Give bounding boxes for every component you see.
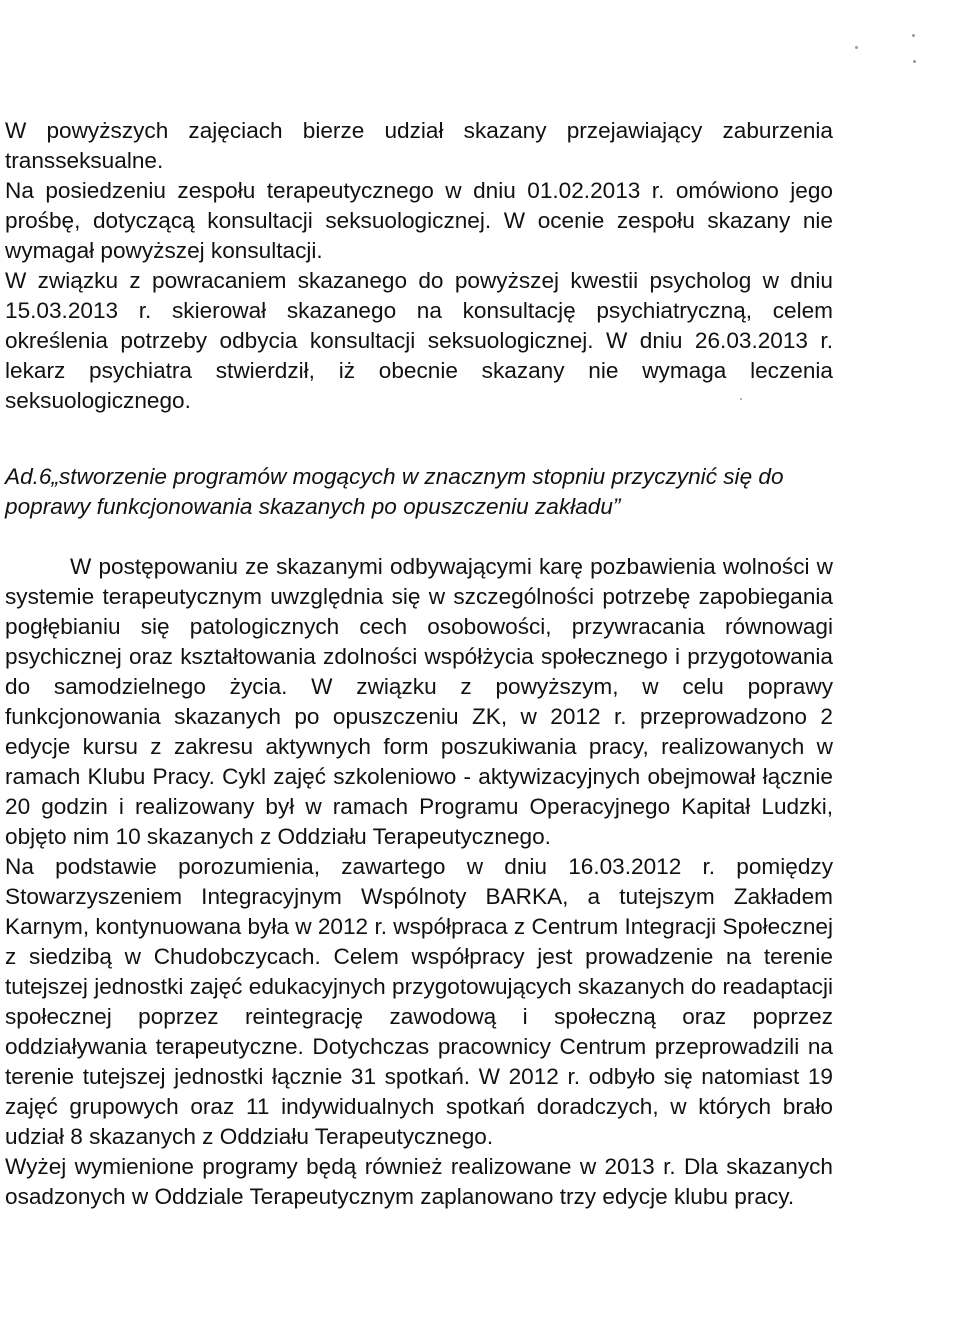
section-heading <box>5 462 833 522</box>
section-intro <box>5 116 833 416</box>
document-body <box>5 116 833 1212</box>
section-body <box>5 552 833 1212</box>
paragraph: W powyższych zajęciach bierze udział skazany przejawiający zaburzenia transseksualne. <box>5 118 833 173</box>
paragraph: Na podstawie porozumienia, zawartego w dniu 16.03.2012 r. pomiędzy Stowarzyszeniem Integracyjnym Wspólnoty BARKA, a tutejszym Zakładem Karnym, kontynuowana była w 2012 r. współpraca z Centrum Integracji Społecznej z siedzibą w Chudobczycach. Celem współpracy jest prowadzenie na terenie tutejszej jednostki zajęć edukacyjnych przygotowujących skazanych do readaptacji społecznej poprzez reintegrację zawodową i społeczną oraz poprzez oddziaływania terapeutyczne. Dotychczas pracownicy Centrum przeprowadzili na terenie tutejszej jednostki łącznie 31 spotkań. W 2012 r. odbyło się natomiast 19 zajęć grupowych oraz 11 indywidualnych spotkań doradczych, w których brało udział 8 skazanych z Oddziału Terapeutycznego. <box>5 854 833 1149</box>
section-title: „stworzenie programów mogących w znacznym stopniu przyczynić się do poprawy funkcjonowania skazanych po opuszczeniu zakładu” <box>5 464 784 519</box>
scan-speck <box>913 60 916 63</box>
section-number: Ad.6 <box>5 464 52 489</box>
scan-speck <box>855 46 858 49</box>
scan-speck <box>912 34 915 37</box>
paragraph: W postępowaniu ze skazanymi odbywającymi karę pozbawienia wolności w systemie terapeutycznym uwzględnia się w szczególności potrzebę zapobiegania pogłębianiu się patologicznych cech osobowości, przywracania równowagi psychicznej oraz kształtowania zdolności współżycia społecznego i przygotowania do samodzielnego życia. W związku z powyższym, w celu poprawy funkcjonowania skazanych po opuszczeniu ZK, w 2012 r. przeprowadzono 2 edycje kursu z zakresu aktywnych form poszukiwania pracy, realizowanych w ramach Klubu Pracy. Cykl zajęć szkoleniowo - aktywizacyjnych obejmował łącznie 20 godzin i realizowany był w ramach Programu Operacyjnego Kapitał Ludzki, objęto nim 10 skazanych z Oddziału Terapeutycznego. <box>5 554 833 849</box>
paragraph: Wyżej wymienione programy będą również realizowane w 2013 r. Dla skazanych osadzonych w Oddziale Terapeutycznym zaplanowano trzy edycje klubu pracy. <box>5 1154 833 1209</box>
paragraph: W związku z powracaniem skazanego do powyższej kwestii psycholog w dniu 15.03.2013 r. skierował skazanego na konsultację psychiatryczną, celem określenia potrzeby odbycia konsultacji seksuologicznej. W dniu 26.03.2013 r. lekarz psychiatra stwierdził, iż obecnie skazany nie wymaga leczenia seksuologicznego. <box>5 268 833 413</box>
paragraph: Na posiedzeniu zespołu terapeutycznego w dniu 01.02.2013 r. omówiono jego prośbę, dotyczącą konsultacji seksuologicznej. W ocenie zespołu skazany nie wymagał powyższej konsultacji. <box>5 178 833 263</box>
